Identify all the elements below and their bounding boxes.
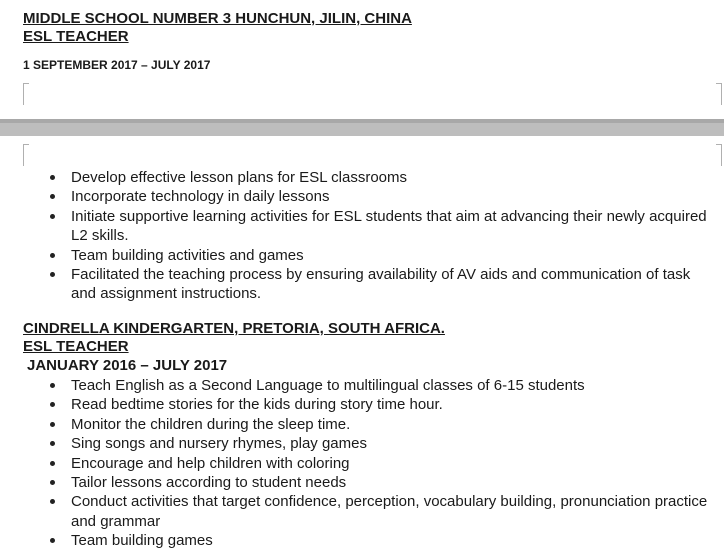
duty-text: Encourage and help children with coloring [71,454,350,472]
duty-text: Teach English as a Second Language to multilingual classes of 6-15 students [71,377,585,394]
list-item [0,434,724,453]
duty-text: Facilitated the teaching process by ensuring availability of AV aids and communication of task and assignment instructions. [71,266,691,303]
bullet-icon [50,194,55,199]
list-item [0,207,724,246]
bullet-icon [50,214,55,219]
list-item [0,395,724,414]
job2-duty-list [0,376,724,551]
bullet-icon [50,272,55,277]
duty-text: Conduct activities that target confidence, perception, vocabulary building, pronunciation practice and grammar [71,493,708,530]
duty-text: Initiate supportive learning activities for ESL students that aim at advancing their newly acquired L2 skills. [71,207,707,245]
list-item [0,246,724,265]
bullet-icon [50,383,55,388]
duty-text: Team building activities and games [71,246,304,264]
duty-text: Team building games [71,532,213,550]
job2-employer: CINDRELLA KINDERGARTEN, PRETORIA, SOUTH AFRICA. [23,320,445,337]
page-break [0,119,724,136]
duty-text: Tailor lessons according to student needs [71,474,347,492]
bullet-icon [50,402,55,407]
duty-text: Monitor the children during the sleep time. [71,415,351,433]
job1-dates: 1 SEPTEMBER 2017 – JULY 2017 [23,58,211,72]
duty-text: Incorporate technology in daily lessons [71,188,330,206]
list-item [0,376,724,395]
job2-role: ESL TEACHER [23,338,129,355]
list-item [0,265,724,304]
list-item [0,454,724,473]
page-corner-marker [721,144,722,166]
list-item [0,492,724,531]
list-item [0,531,724,550]
duty-text: Develop effective lesson plans for ESL classrooms [71,169,407,186]
job2-dates: JANUARY 2016 – JULY 2017 [27,357,228,374]
job1-duty-list [0,168,724,304]
job1-employer: MIDDLE SCHOOL NUMBER 3 HUNCHUN, JILIN, CHINA [23,10,412,27]
bullet-icon [50,175,55,180]
job1-role: ESL TEACHER [23,28,129,45]
bullet-icon [50,480,55,485]
list-item [0,473,724,492]
page-corner-marker [23,83,24,105]
bullet-icon [50,461,55,466]
duty-text: Sing songs and nursery rhymes, play games [71,435,367,453]
page-corner-marker [721,83,722,105]
bullet-icon [50,422,55,427]
bullet-icon [50,499,55,504]
list-item [0,187,724,206]
list-item [0,168,724,187]
bullet-icon [50,538,55,543]
duty-text: Read bedtime stories for the kids during story time hour. [71,396,443,414]
bullet-icon [50,441,55,446]
page-corner-marker [23,144,24,166]
list-item [0,415,724,434]
bullet-icon [50,253,55,258]
